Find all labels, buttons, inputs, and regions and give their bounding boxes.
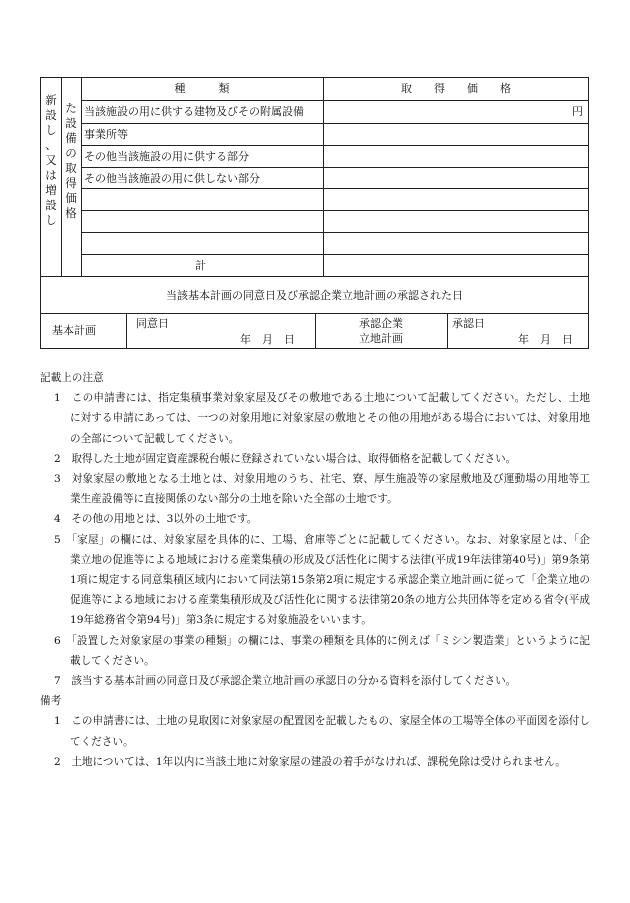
company-plan-label-line1: 承認企業 (359, 317, 403, 330)
company-plan-label-line2: 立地計画 (359, 332, 403, 345)
row-label-other-used: その他当該施設の用に供する部分 (84, 150, 249, 163)
column-header-type: 種 類 (174, 82, 230, 95)
note-item: 5 「家屋」の欄には、対象家屋を具体的に、工場、倉庫等ごとに記載してください。なお、対象家屋とは、「企業立地の促進等による地域における産業集積の形成及び活性化に関する法律(平成19年法律第40号)」第9条第1項に規定する同意集積区域内において同法第15条第2項に規定する承認企業立地計画に従って「企業立地の促進等による地域における産業集積形成及び活性化に関する法律第20条の地方公共団体等を定める省令(平成19年総務省令第94号)」第3条に規定する対象施設をいいます。 (54, 533, 590, 627)
remarks-heading: 備考 (40, 695, 62, 708)
consent-date-placeholder: 年 月 日 (240, 333, 295, 346)
note-item: 4 その他の用地とは、3以外の土地です。 (54, 513, 258, 526)
remark-item: 2 土地については、1年以内に当該土地に対象家屋の建設の着手がなければ、課税免除は受けられません。 (54, 755, 566, 768)
column-header-price: 取 得 価 格 (401, 82, 511, 95)
approval-date-label: 承認日 (452, 317, 485, 330)
note-item: 6 「設置した対象家屋の事業の種類」の欄には、事業の種類を具体的に例えば「ミシン製造業」というように記載してください。 (54, 634, 590, 667)
vertical-label-inner: た 設 備 の 取 得 価 格 (65, 101, 77, 220)
note-item: 3 対象家屋の敷地となる土地とは、対象用地のうち、社宅、寮、厚生施設等の家屋敷地及び運動場の用地等工業生産設備等に直接関係のない部分の土地を除いた全部の土地です。 (54, 473, 590, 506)
approval-date-placeholder: 年 月 日 (518, 333, 573, 346)
remark-item: 1 この申請書には、土地の見取図に対象家屋の配置図を記載したもの、家屋全体の工場等全体の平面図を添付してください。 (54, 715, 590, 748)
row-label-building: 当該施設の用に供する建物及びその附属設備 (84, 105, 304, 118)
row-label-other-unused: その他当該施設の用に供しない部分 (84, 172, 260, 185)
vertical-label-outer: 新 設 し 、 又 は 増 設 し (45, 93, 57, 227)
row-label-office: 事業所等 (84, 128, 128, 141)
acquisition-price-table (40, 77, 589, 349)
note-item: 7 該当する基本計画の同意日及び承認企業立地計画の承認日の分かる資料を添付してください。 (54, 675, 517, 688)
note-item: 2 取得した土地が固定資産課税台帳に登録されていない場合は、取得価格を記載してください。 (54, 452, 517, 465)
notes-section (40, 368, 590, 772)
consent-date-label: 同意日 (136, 317, 169, 330)
basic-plan-label: 基本計画 (52, 324, 96, 337)
unit-yen: 円 (572, 105, 583, 118)
notes-heading: 記載上の注意 (40, 372, 104, 384)
approval-dates-header: 当該基本計画の同意日及び承認企業立地計画の承認された日 (166, 289, 463, 302)
total-label: 計 (195, 259, 206, 272)
note-item: 1 この申請書には、指定集積事業対象家屋及びその敷地である土地について記載してください。ただし、土地に対する申請にあっては、一つの対象用地に対象家屋の敷地とその他の用地がある場合においては、対象用地の全部について記載してください。 (54, 392, 590, 445)
